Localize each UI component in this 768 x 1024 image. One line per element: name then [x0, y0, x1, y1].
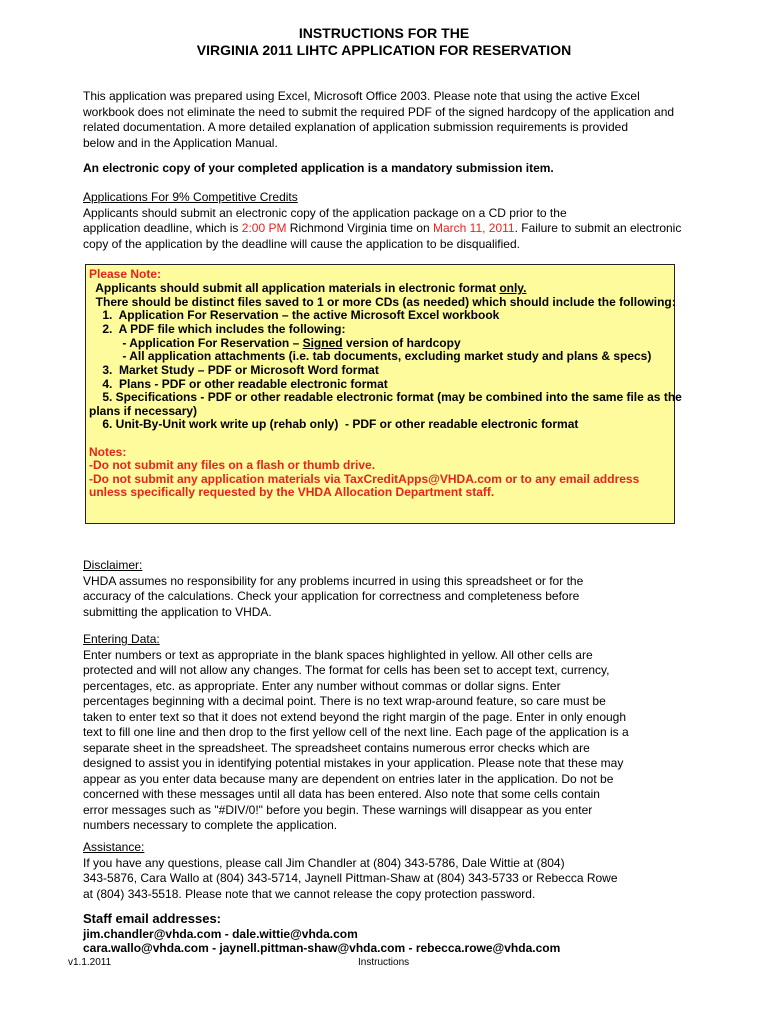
notes-heading: Notes: [89, 445, 127, 459]
intro-paragraph [83, 89, 683, 151]
intro-line: workbook does not eliminate the need to submit the required PDF of the signed hardcopy of the application and [83, 104, 675, 119]
please-note-heading: Please Note: [89, 267, 162, 281]
please-note-box [85, 264, 682, 524]
assistance-line: 343-5876, Cara Wallo at (804) 343-5714, Jaynell Pittman-Shaw at (804) 343-5733 or Rebecca Rowe [83, 871, 618, 885]
entering-line: separate sheet in the spreadsheet. The spreadsheet contains numerous error checks which are [83, 740, 590, 755]
entering-heading: Entering Data: [83, 632, 160, 646]
note-line: There should be distinct files saved to 1 or more CDs (as needed) which should include the following: [89, 295, 676, 309]
deadline-text: application deadline, which is [83, 221, 242, 235]
note-warning: unless specifically requested by the VHDA Allocation Department staff. [89, 485, 495, 499]
note-warning: -Do not submit any files on a flash or thumb drive. [89, 458, 376, 472]
entering-line: percentages, etc. as appropriate. Enter any number without commas or dollar signs. Enter [83, 678, 561, 693]
page-title-line2: VIRGINIA 2011 LIHTC APPLICATION FOR RESERVATION [196, 42, 572, 58]
note-text: Applicants should submit all application materials in electronic format [89, 281, 500, 295]
note-line: 4. Plans - PDF or other readable electronic format [89, 377, 388, 391]
disclaimer-section [83, 558, 683, 620]
note-line [89, 282, 672, 296]
staff-email-heading: Staff email addresses: [83, 911, 222, 926]
deadline-text: . Failure to submit an electronic [514, 221, 682, 235]
intro-line: below and in the Application Manual. [83, 135, 278, 150]
entering-line: text to fill one line and then drop to the first yellow cell of the next line. Each page of the application is a [83, 725, 629, 739]
entering-line: concerned with these messages until all data has been entered. Also note that some cells contain [83, 787, 600, 801]
entering-line: appear as you enter data because many are dependent on entries later in the application. Do not be [83, 771, 614, 786]
entering-line: error messages such as "#DIV/0!" before you begin. These warnings will disappear as you enter [83, 802, 593, 817]
assistance-section [83, 840, 693, 902]
disclaimer-line: accuracy of the calculations. Check your application for correctness and completeness before [83, 589, 580, 603]
competitive-line: copy of the application by the deadline will cause the application to be disqualified. [83, 236, 520, 251]
intro-line: This application was prepared using Excel, Microsoft Office 2003. Please note that using the active Excel [83, 89, 640, 103]
staff-email-line: jim.chandler@vhda.com - dale.wittie@vhda.com [83, 927, 358, 941]
deadline-time: 2:00 PM [241, 221, 287, 235]
entering-line: percentages beginning with a decimal point. There is no text wrap-around feature, so care must be [83, 694, 606, 708]
note-warning: -Do not submit any application materials via TaxCreditApps@VHDA.com or to any email address [89, 472, 640, 486]
note-signed: Signed [302, 336, 343, 350]
competitive-section [83, 190, 683, 252]
staff-email-line: cara.wallo@vhda.com - jaynell.pittman-shaw@vhda.com - rebecca.rowe@vhda.com [83, 941, 561, 955]
mandatory-statement: An electronic copy of your completed application is a mandatory submission item. [83, 161, 554, 175]
disclaimer-line: submitting the application to VHDA. [83, 604, 272, 619]
assistance-line: If you have any questions, please call Jim Chandler at (804) 343-5786, Dale Wittie at (804) [83, 855, 565, 870]
disclaimer-line: VHDA assumes no responsibility for any problems incurred in using this spreadsheet or for the [83, 573, 584, 588]
competitive-line: Applicants should submit an electronic copy of the application package on a CD prior to the [83, 205, 567, 220]
assistance-line: at (804) 343-5518. Please note that we cannot release the copy protection password. [83, 886, 536, 901]
intro-line: related documentation. A more detailed explanation of application submission requirements is provided [83, 120, 628, 134]
entering-data-section [83, 632, 693, 834]
note-text: - Application For Reservation – [89, 336, 303, 350]
footer-sheet-name: Instructions [358, 957, 410, 968]
entering-line: numbers necessary to complete the application. [83, 818, 338, 832]
competitive-line [83, 221, 683, 237]
assistance-heading: Assistance: [83, 840, 145, 854]
deadline-text: Richmond Virginia time on [286, 221, 433, 235]
disclaimer-heading: Disclaimer: [83, 558, 143, 572]
entering-line: Enter numbers or text as appropriate in the blank spaces highlighted in yellow. All other cells are [83, 647, 593, 662]
entering-line: designed to assist you in identifying potential mistakes in your application. Please note that these may [83, 756, 624, 770]
note-only: only. [499, 281, 527, 295]
deadline-date: March 11, 2011 [432, 221, 515, 235]
note-text: version of hardcopy [342, 336, 461, 350]
note-line: 5. Specifications - PDF or other readable electronic format (may be combined into the same file as the [89, 390, 682, 404]
entering-line: taken to enter text so that it does not extend beyond the right margin of the page. Enter in only enough [83, 709, 627, 724]
note-line: - All application attachments (i.e. tab documents, excluding market study and plans & specs) [89, 349, 652, 363]
footer-version: v1.1.2011 [68, 957, 112, 968]
page-title-line1: INSTRUCTIONS FOR THE [298, 25, 470, 41]
note-line: 1. Application For Reservation – the active Microsoft Excel workbook [89, 308, 500, 322]
note-line: plans if necessary) [89, 404, 198, 418]
note-line: 3. Market Study – PDF or Microsoft Word format [89, 363, 379, 377]
entering-line: protected and will not allow any changes. The format for cells has been set to accept text, currency, [83, 663, 610, 677]
note-line: 2. A PDF file which includes the following: [89, 322, 346, 336]
note-line: 6. Unit-By-Unit work write up (rehab only) - PDF or other readable electronic format [89, 417, 579, 431]
competitive-heading: Applications For 9% Competitive Credits [83, 190, 298, 204]
